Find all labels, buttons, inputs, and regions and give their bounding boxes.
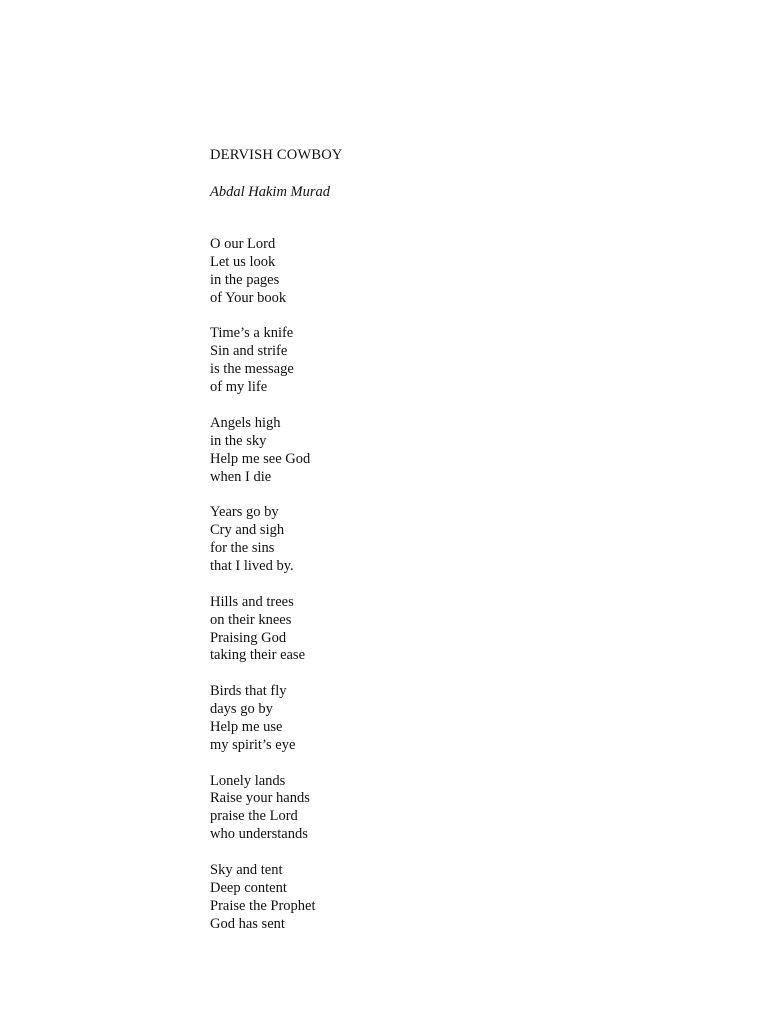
- poem-line: who understands: [210, 826, 308, 843]
- poem-line: in the sky: [210, 432, 267, 449]
- stanza-5: [210, 594, 316, 666]
- stanza-6: [210, 683, 316, 755]
- poem-line: Help me use: [210, 718, 283, 735]
- poem-line: Sin and strife: [210, 343, 288, 360]
- poem-line: taking their ease: [210, 647, 306, 664]
- poem-line: God has sent: [210, 915, 285, 932]
- poem-author: Abdal Hakim Murad: [210, 184, 331, 200]
- poem-line: that I lived by.: [210, 557, 294, 574]
- poem-line: for the sins: [210, 540, 275, 557]
- poem-line: Time’s a knife: [210, 325, 294, 342]
- poem-line: is the message: [210, 361, 294, 378]
- stanza-8: [210, 862, 316, 934]
- poem-body: [210, 236, 316, 951]
- poem-line: Years go by: [210, 504, 279, 521]
- poem-line: of my life: [210, 379, 268, 396]
- poem-line: Deep content: [210, 879, 287, 896]
- poem-line: on their knees: [210, 611, 292, 628]
- poem-line: Cry and sigh: [210, 522, 285, 539]
- poem-line: Raise your hands: [210, 790, 310, 807]
- poem-line: Help me see God: [210, 450, 311, 467]
- poem-line: Praising God: [210, 629, 287, 646]
- poem-line: days go by: [210, 701, 273, 718]
- poem-line: Angels high: [210, 414, 281, 431]
- poem-line: Birds that fly: [210, 683, 287, 700]
- poem-line: Lonely lands: [210, 772, 286, 789]
- poem-line: of Your book: [210, 289, 287, 306]
- stanza-7: [210, 773, 316, 845]
- stanza-2: [210, 325, 316, 397]
- poem-line: Hills and trees: [210, 593, 294, 610]
- stanza-4: [210, 504, 316, 576]
- poem-line: Let us look: [210, 253, 276, 270]
- stanza-1: [210, 236, 316, 308]
- poem-line: Sky and tent: [210, 861, 283, 878]
- stanza-3: [210, 415, 316, 487]
- poem-line: praise the Lord: [210, 808, 298, 825]
- poem-line: O our Lord: [210, 236, 276, 252]
- poem-line: my spirit’s eye: [210, 736, 296, 753]
- poem-title: DERVISH COWBOY: [210, 147, 343, 163]
- poem-line: Praise the Prophet: [210, 897, 316, 914]
- poem-line: in the pages: [210, 271, 280, 288]
- poem-line: when I die: [210, 468, 272, 485]
